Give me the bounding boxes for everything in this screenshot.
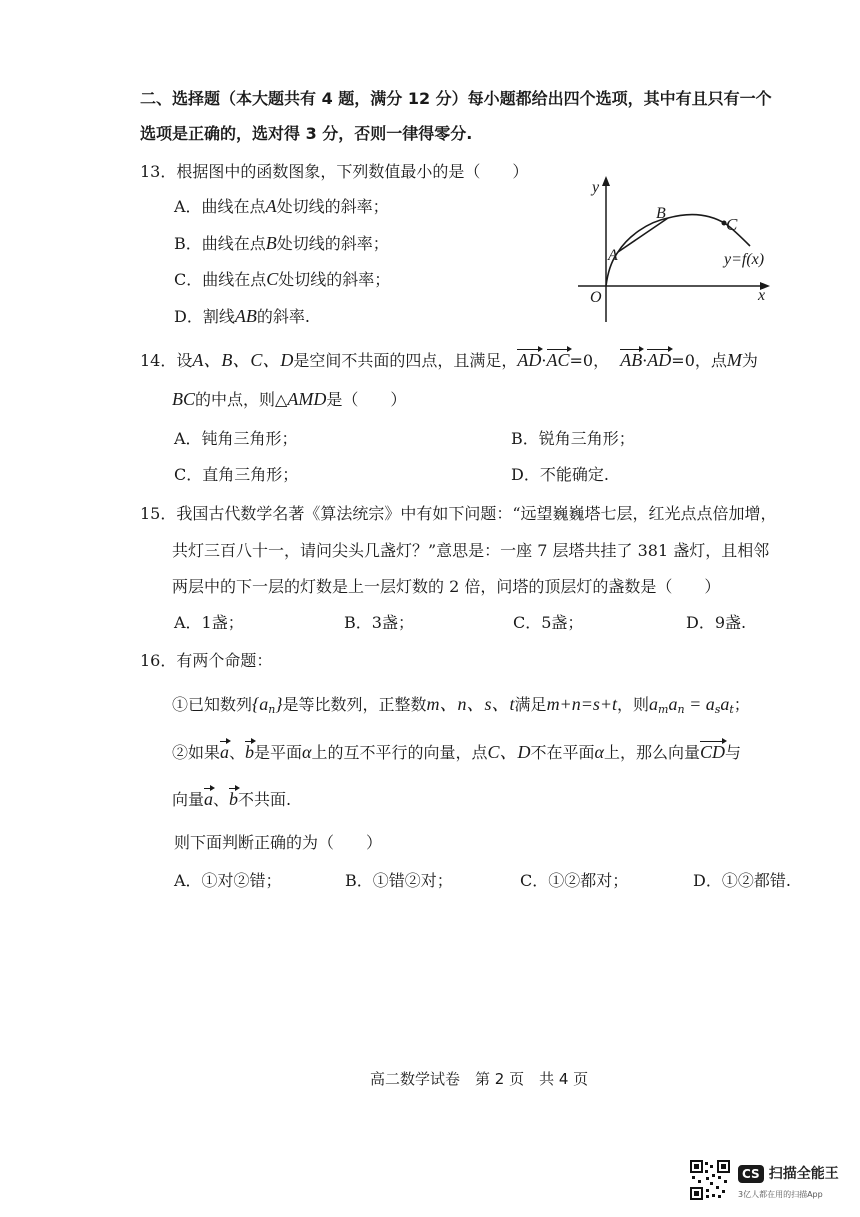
p2-text-b: 是平面 — [254, 743, 303, 762]
page-footer: 高二数学试卷 第 2 页 共 4 页 — [370, 1070, 589, 1088]
q13-option-d-end: 的斜率. — [256, 307, 310, 326]
x-axis-label: x — [758, 287, 766, 304]
q13-option-c-end: 处切线的斜率； — [278, 270, 391, 289]
q13-point-c: C — [266, 269, 279, 289]
q15-number: 15． — [140, 504, 177, 523]
q13-option-a-text: A．曲线在点 — [174, 197, 266, 216]
q16-proposition-2 — [172, 738, 741, 764]
p3-sep: 、 — [213, 790, 230, 809]
point-m: M — [726, 350, 742, 370]
q16-option-d: D．①②都错. — [693, 871, 791, 890]
q16-judge: 则下面判断正确的为（ ） — [174, 833, 383, 852]
q16-option-a: A．①对②错； — [174, 871, 282, 890]
q16-proposition-1 — [172, 690, 750, 716]
q14-option-a: A．钝角三角形； — [174, 429, 298, 448]
vector-ad: AD — [517, 350, 542, 370]
q13-option-d-text: D．割线 — [174, 307, 235, 326]
p1-a-s: = a — [684, 694, 715, 714]
q13-option-d — [174, 304, 310, 327]
q14-text-4: 是（ ） — [326, 390, 407, 409]
q14-number: 14． — [140, 351, 177, 370]
q16-option-b: B．①错②对； — [345, 871, 453, 890]
q14-option-c: C．直角三角形； — [174, 465, 299, 484]
p1-a-m: a — [649, 694, 659, 714]
vector-b: b — [245, 742, 255, 762]
p1-sub-t: t — [729, 703, 734, 716]
scanner-app-name: 扫描全能王 — [768, 1166, 839, 1182]
q13-option-a-end: 处切线的斜率； — [276, 197, 389, 216]
q13-point-b: B — [265, 233, 277, 253]
q15-line3: 两层中的下一层的灯数是上一层灯数的 2 倍，问塔的顶层灯的盏数是（ ） — [172, 577, 721, 596]
scanner-logo-badge: CS — [738, 1165, 764, 1183]
p2-text-d: 不在平面 — [530, 743, 595, 762]
vector-a-2: a — [204, 789, 214, 809]
q15-option-d: D．9盏. — [686, 613, 747, 632]
p3-text-a: 向量 — [172, 790, 205, 809]
q15-line1 — [140, 501, 777, 524]
p1-seq: {a — [252, 694, 269, 714]
q16-number: 16． — [140, 651, 177, 670]
secant-ab-line — [618, 218, 668, 252]
function-label: y=f(x) — [724, 251, 765, 268]
triangle-amd: AMD — [287, 389, 327, 409]
q14-points: A、B、C、D — [192, 350, 294, 370]
q16-stem — [140, 648, 272, 671]
q14-text-1: 设 — [176, 351, 193, 370]
q14-stem-line2 — [172, 387, 406, 410]
q14-text-2: 是空间不共面的四点，且满足， — [293, 351, 518, 370]
q13-secant-ab: AB — [234, 306, 257, 326]
vector-b-2: b — [229, 789, 239, 809]
point-c-label: C — [726, 215, 738, 234]
q13-number: 13． — [140, 162, 177, 181]
q14-option-b: B．锐角三角形； — [511, 429, 635, 448]
q15-text-1: 我国古代数学名著《算法统宗》中有如下问题：“远望巍巍塔七层，红光点点倍加增， — [176, 504, 777, 523]
q15-line2: 共灯三百八十一，请问尖头几盏灯？”意思是：一座 7 层塔共挂了 381 盏灯，且相邻 — [172, 541, 770, 560]
q16-proposition-2-cont — [172, 787, 291, 810]
vector-ad-2: AD — [647, 350, 672, 370]
q16-option-c: C．①②都对； — [520, 871, 629, 890]
p1-a-n: a — [668, 694, 678, 714]
qr-code-icon — [690, 1160, 730, 1200]
p1-sub-m: m — [658, 703, 669, 716]
q13-option-c-text: C．曲线在点 — [174, 270, 267, 289]
q13-option-b — [174, 231, 389, 254]
q14-text-wei: 为 — [741, 351, 758, 370]
p2-text-f: 与 — [725, 743, 742, 762]
q13-stem — [140, 159, 528, 182]
dot-1: · — [541, 351, 547, 370]
q13-option-a — [174, 194, 389, 217]
q14-stem-line1 — [140, 346, 758, 372]
q13-option-c — [174, 267, 390, 290]
y-axis-label: y — [592, 179, 600, 196]
point-b-label: B — [656, 205, 666, 222]
p1-text-c: 满足 — [514, 695, 547, 714]
q15-option-b: B．3盏； — [344, 613, 414, 632]
p1-sub-s: s — [714, 703, 721, 716]
p1-sub-n: n — [677, 703, 685, 716]
p1-vars: m、n、s、t — [426, 694, 515, 714]
q14-text-3: 的中点，则△ — [195, 390, 288, 409]
p1-end: ； — [733, 695, 750, 714]
point-a-label: A — [608, 247, 618, 264]
points-cd: C、D — [487, 742, 531, 762]
vector-ac: AC — [546, 350, 570, 370]
p2-text-a: ②如果 — [172, 743, 221, 762]
y-axis-arrow — [602, 176, 610, 186]
p2-text-e: 上，那么向量 — [604, 743, 701, 762]
plane-alpha: α — [302, 742, 312, 762]
q16-text: 有两个命题： — [176, 651, 273, 670]
p1-text-a: ①已知数列 — [172, 695, 253, 714]
q13-text: 根据图中的函数图象，下列数值最小的是（ ） — [176, 162, 529, 181]
p1-text-d: ，则 — [617, 695, 650, 714]
p1-seq-end: } — [275, 694, 283, 714]
q13-option-b-end: 处切线的斜率； — [276, 234, 389, 253]
vector-cd: CD — [700, 742, 726, 762]
section-header-line1: 二、选择题（本大题共有 4 题，满分 12 分）每小题都给出四个选项，其中有且只有一个 — [140, 89, 772, 108]
vector-ab: AB — [620, 350, 643, 370]
section-header-line2: 选项是正确的，选对得 3 分，否则一律得零分. — [140, 124, 473, 143]
dot-2: · — [642, 351, 648, 370]
eq-zero-1: =0， — [569, 351, 610, 370]
p1-seq-sub: n — [268, 703, 276, 716]
scanner-tagline: 3亿人都在用的扫描App — [738, 1190, 823, 1199]
q13-point-a: A — [265, 196, 277, 216]
p1-a-t: a — [720, 694, 730, 714]
q13-option-b-text: B．曲线在点 — [174, 234, 266, 253]
eq-zero-2: =0，点 — [671, 351, 727, 370]
origin-label: O — [590, 289, 602, 306]
p2-text-c: 上的互不平行的向量，点 — [311, 743, 488, 762]
p1-equation: m+n=s+t — [546, 694, 618, 714]
q15-option-c: C．5盏； — [513, 613, 584, 632]
q13-function-graph — [570, 172, 790, 332]
scanner-watermark — [738, 1163, 839, 1183]
p2-sep: 、 — [229, 743, 246, 762]
p1-text-b: 是等比数列，正整数 — [282, 695, 427, 714]
plane-alpha-2: α — [594, 742, 604, 762]
p3-text-b: 不共面. — [238, 790, 292, 809]
q14-option-d: D．不能确定. — [511, 465, 609, 484]
q15-option-a: A．1盏； — [174, 613, 244, 632]
vector-a: a — [220, 742, 230, 762]
segment-bc: BC — [172, 389, 196, 409]
